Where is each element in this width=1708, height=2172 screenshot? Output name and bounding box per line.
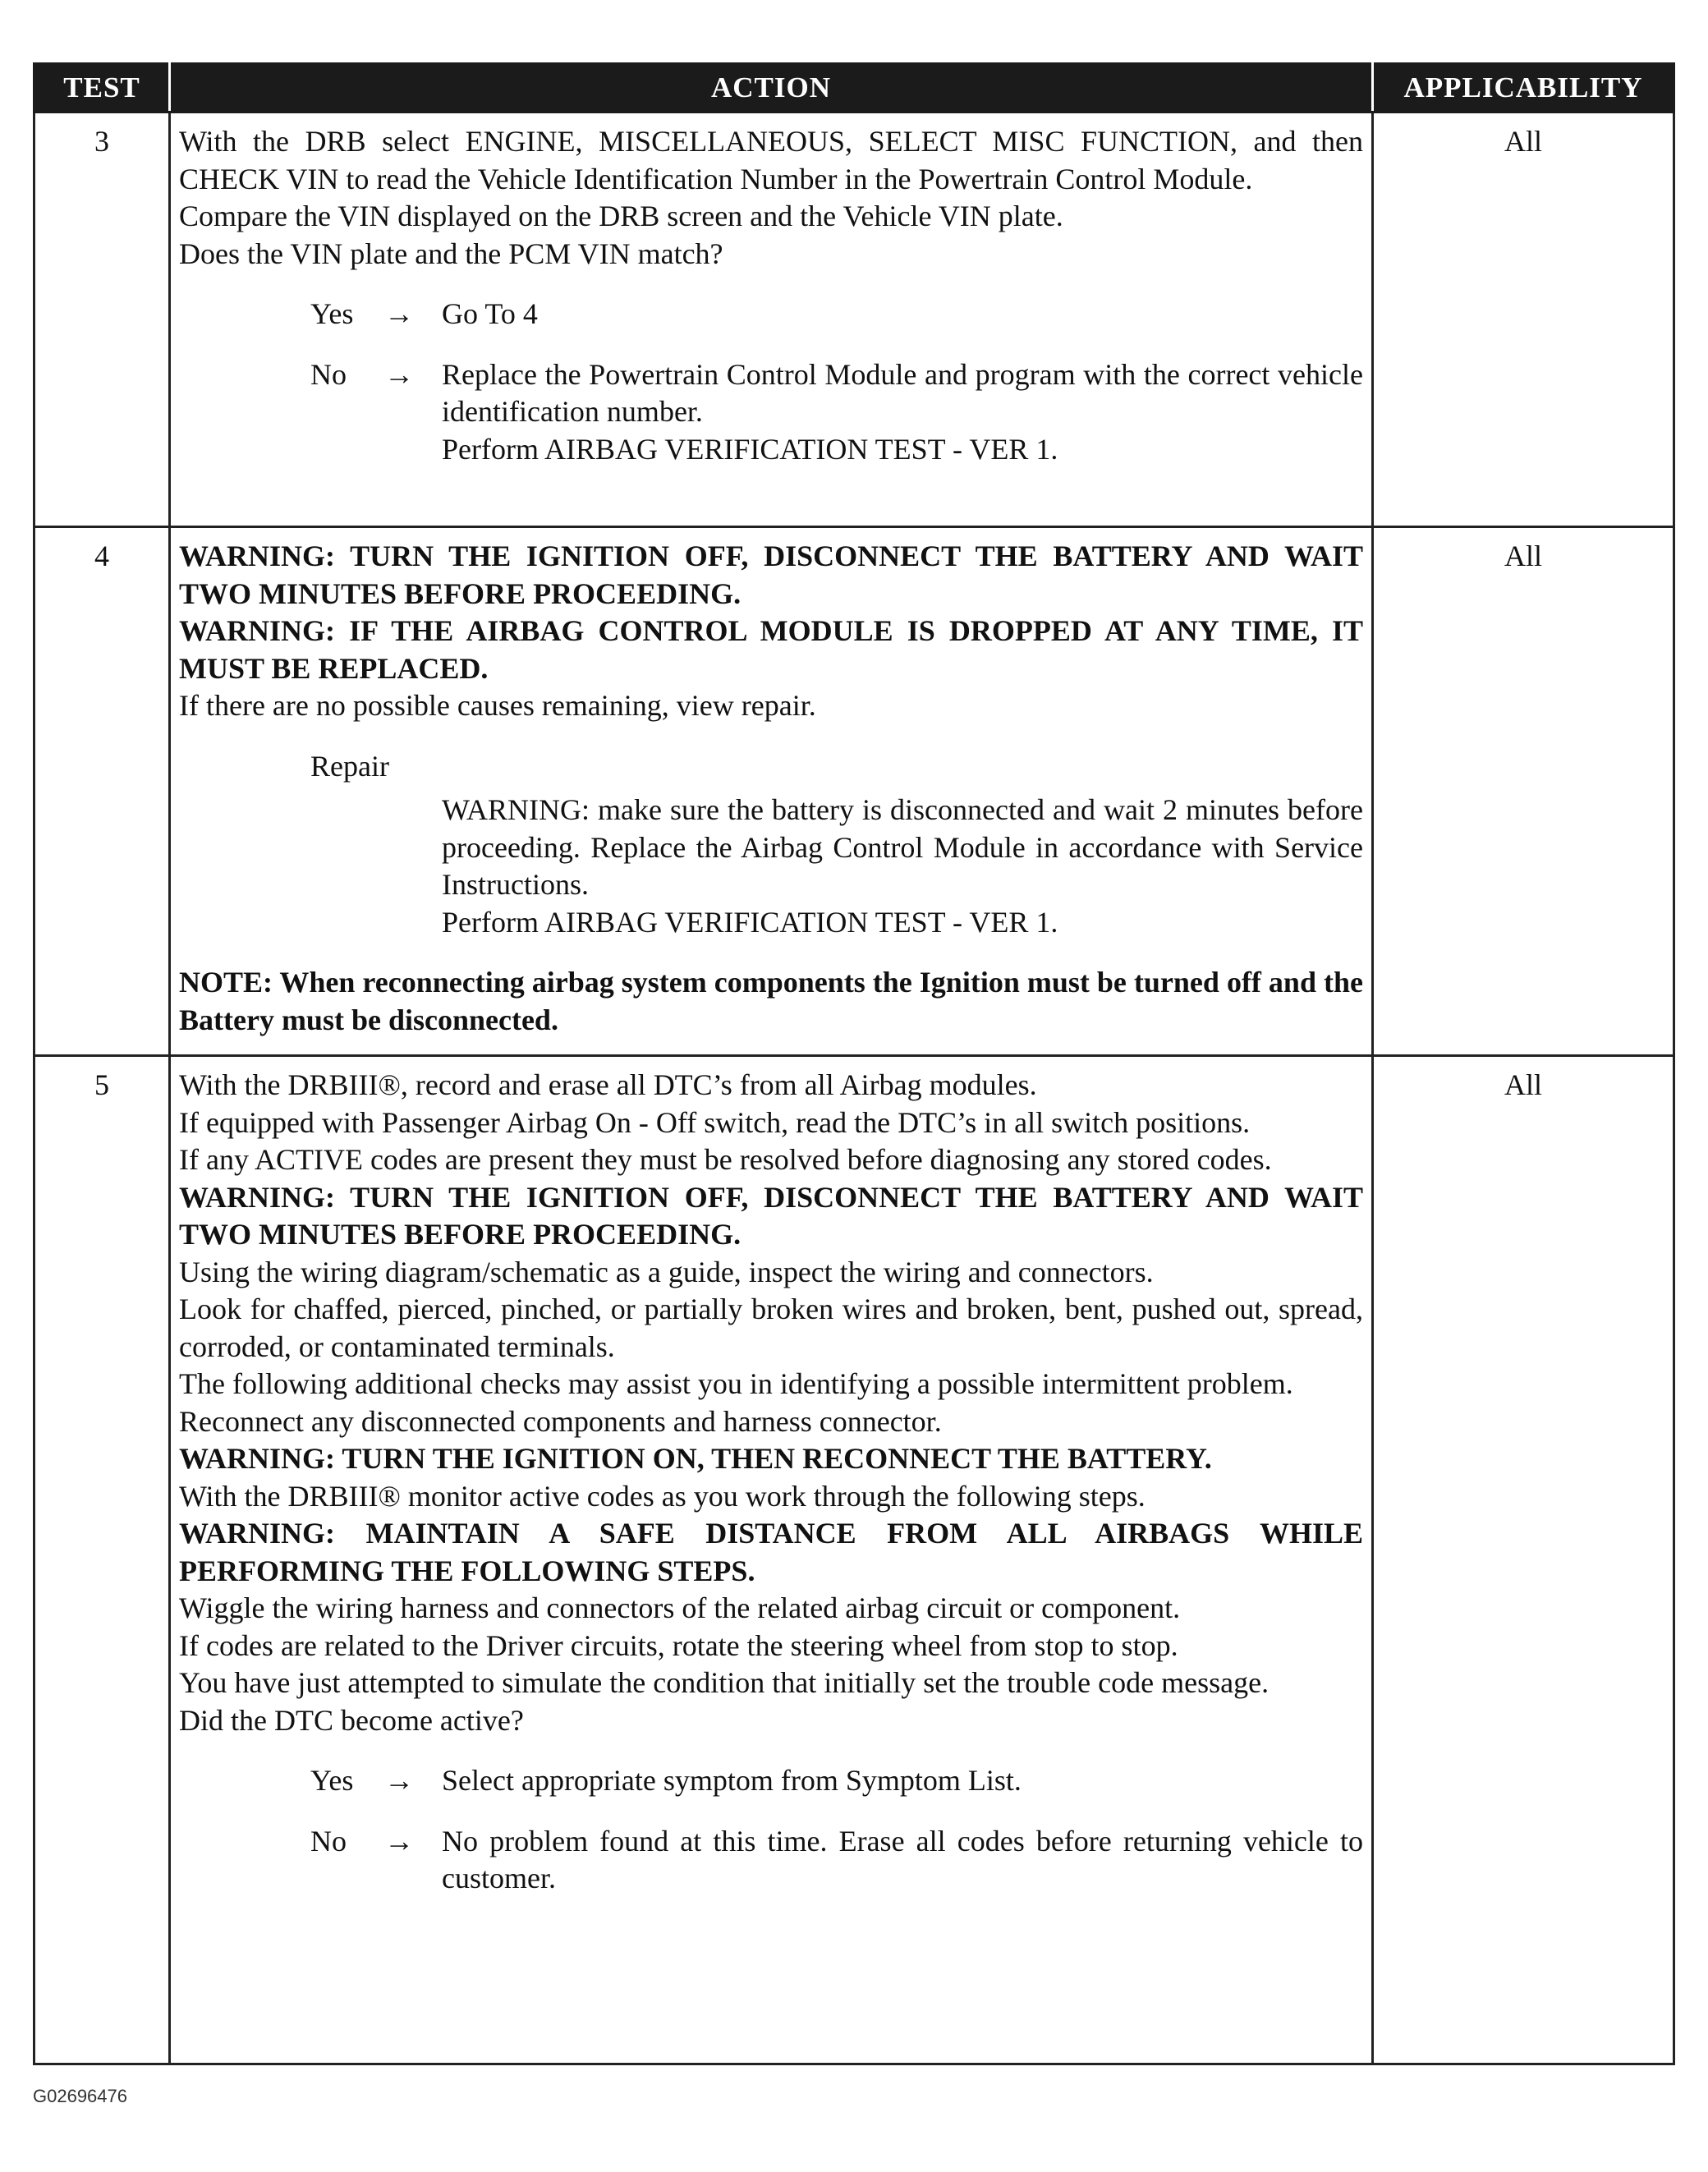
no-result: No problem found at this time. Erase all codes before returning vehicle to customer.: [442, 1824, 1363, 1894]
action-line: Using the wiring diagram/schematic as a guide, inspect the wiring and connectors.: [179, 1255, 1154, 1288]
test-number: 5: [34, 1056, 170, 2064]
applicability-value: All: [1373, 1056, 1674, 2064]
yes-label: Yes: [310, 1764, 354, 1797]
arrow-right-icon: →: [384, 297, 414, 330]
action-line: With the DRBIII®, record and erase all DTC’s from all Airbag modules.: [179, 1068, 1037, 1101]
arrow-right-icon: →: [384, 357, 414, 391]
arrow-right-icon: →: [384, 1764, 414, 1797]
table-row-test-4: [34, 527, 1674, 1056]
repair-followup: Perform AIRBAG VERIFICATION TEST - VER 1.: [442, 905, 1058, 939]
yes-label: Yes: [310, 297, 354, 330]
action-line: If any ACTIVE codes are present they must be resolved before diagnosing any stored codes.: [179, 1143, 1272, 1176]
note-text: NOTE: When reconnecting airbag system components the Ignition must be turned off and the Battery must be disconnected.: [179, 966, 1363, 1036]
applicability-value: All: [1373, 527, 1674, 1056]
repair-label: Repair: [310, 749, 389, 783]
warning-text: WARNING: TURN THE IGNITION OFF, DISCONNECT THE BATTERY AND WAIT TWO MINUTES BEFORE PROCEEDING.: [179, 1180, 1363, 1251]
figure-id: G02696476: [33, 2086, 127, 2106]
no-branch: [179, 356, 1363, 469]
no-result-followup: Perform AIRBAG VERIFICATION TEST - VER 1.: [442, 432, 1058, 466]
warning-text: WARNING: TURN THE IGNITION ON, THEN RECONNECT THE BATTERY.: [179, 1442, 1212, 1475]
action-line: With the DRBIII® monitor active codes as you work through the following steps.: [179, 1479, 1146, 1513]
action-line: Look for chaffed, pierced, pinched, or partially broken wires and broken, bent, pushed out, spread, corroded, or contaminated terminals.: [179, 1293, 1363, 1363]
warning-text: WARNING: IF THE AIRBAG CONTROL MODULE IS DROPPED AT ANY TIME, IT MUST BE REPLACED.: [179, 614, 1363, 685]
warning-text: WARNING: TURN THE IGNITION OFF, DISCONNECT THE BATTERY AND WAIT TWO MINUTES BEFORE PROCEEDING.: [179, 540, 1363, 610]
table-row-test-3: [34, 113, 1674, 527]
header-action: ACTION: [170, 64, 1373, 113]
no-result: Replace the Powertrain Control Module and program with the correct vehicle identification number.: [442, 357, 1363, 428]
action-line: Compare the VIN displayed on the DRB screen and the Vehicle VIN plate.: [179, 200, 1063, 232]
action-line: With the DRB select ENGINE, MISCELLANEOUS, SELECT MISC FUNCTION, and then CHECK VIN to read the Vehicle Identification Number in the Powertrain Control Module.: [179, 125, 1363, 195]
yes-branch: [179, 296, 1363, 333]
action-line: Did the DTC become active?: [179, 1703, 524, 1737]
header-applicability: APPLICABILITY: [1373, 64, 1674, 113]
test-number: 3: [34, 113, 170, 527]
table-row-test-5: [34, 1056, 1674, 2064]
action-cell: [170, 113, 1373, 527]
action-line: If equipped with Passenger Airbag On - Off switch, read the DTC’s in all switch positions.: [179, 1105, 1251, 1139]
no-branch: [179, 1823, 1363, 1898]
no-label: No: [310, 1824, 347, 1857]
action-line: Wiggle the wiring harness and connectors of the related airbag circuit or component.: [179, 1591, 1181, 1624]
header-test: TEST: [34, 64, 170, 113]
no-label: No: [310, 357, 347, 391]
arrow-right-icon: →: [384, 1824, 414, 1857]
diagnostic-test-table: [33, 62, 1675, 2065]
test-number: 4: [34, 527, 170, 1056]
action-line: You have just attempted to simulate the condition that initially set the trouble code message.: [179, 1666, 1270, 1699]
action-line: If codes are related to the Driver circuits, rotate the steering wheel from stop to stop.: [179, 1628, 1178, 1662]
action-line: Does the VIN plate and the PCM VIN match?: [179, 236, 723, 270]
repair-instructions: WARNING: make sure the battery is disconnected and wait 2 minutes before proceeding. Replace the Airbag Control Module in accordance with Service Instructions.: [442, 793, 1363, 901]
action-cell: [170, 1056, 1373, 2064]
yes-branch: [179, 1762, 1363, 1800]
action-line: If there are no possible causes remaining, view repair.: [179, 689, 816, 722]
action-line: The following additional checks may assist you in identifying a possible intermittent problem.: [179, 1367, 1293, 1400]
applicability-value: All: [1373, 113, 1674, 527]
action-line: Reconnect any disconnected components and harness connector.: [179, 1404, 942, 1438]
table-header-row: [34, 64, 1674, 113]
yes-result: Select appropriate symptom from Symptom List.: [442, 1764, 1022, 1797]
warning-text: WARNING: MAINTAIN A SAFE DISTANCE FROM ALL AIRBAGS WHILE PERFORMING THE FOLLOWING STEPS.: [179, 1517, 1363, 1587]
action-cell: [170, 527, 1373, 1056]
yes-result: Go To 4: [442, 297, 538, 330]
